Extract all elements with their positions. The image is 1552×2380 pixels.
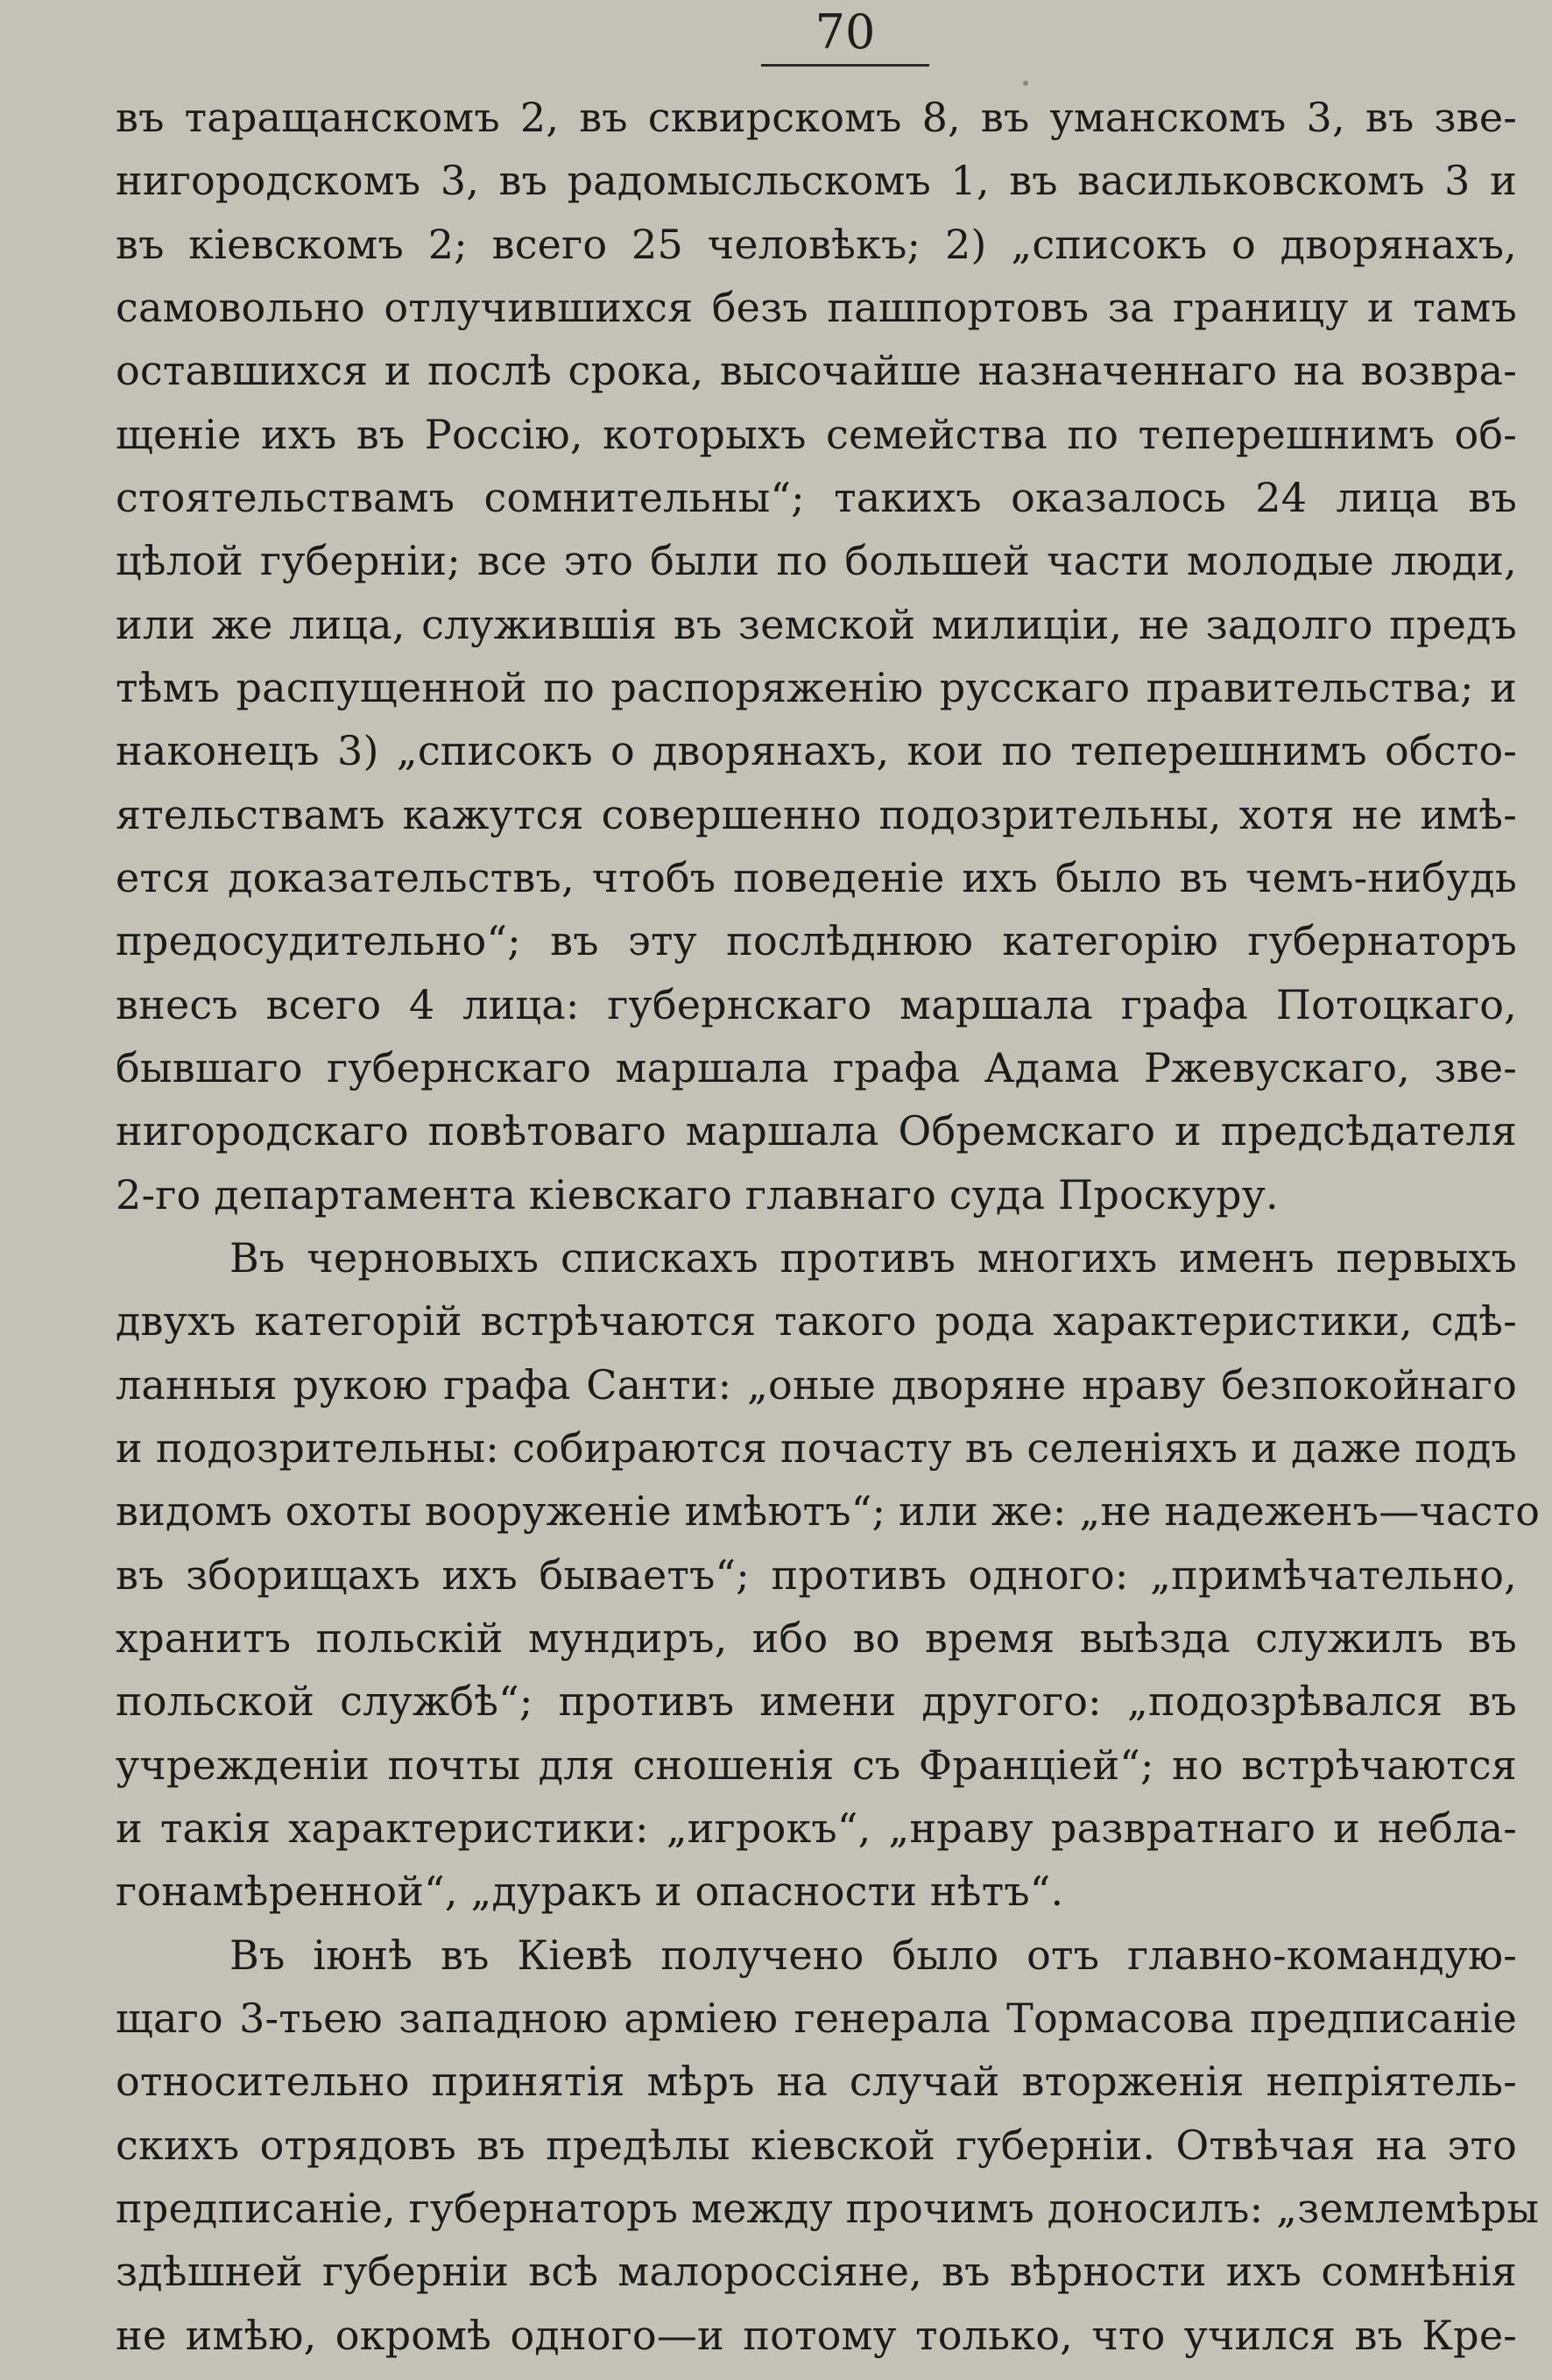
text-line: бывшаго губернскаго маршала графа Адама Ржевускаго, зве- [116,1044,1517,1091]
page-number: 70 [815,4,876,60]
text-line: оставшихся и послѣ срока, высочайше назначеннаго на возвра- [116,347,1517,394]
text-line: хранитъ польскій мундиръ, ибо во время выѣзда служилъ въ [116,1614,1517,1662]
text-line: щеніе ихъ въ Россію, которыхъ семейства по теперешнимъ об- [116,411,1517,458]
text-line: щаго 3-тьею западною арміею генерала Тормасова предписаніе [116,1995,1517,2042]
text-line: предосудительно“; въ эту послѣднюю категорію губернаторъ [116,917,1517,964]
text-line: цѣлой губерніи; все это были по большей части молодые люди, [116,537,1517,584]
text-line: не имѣю, окромѣ одного—и потому только, что учился въ Кре- [116,2312,1517,2359]
text-line: въ кіевскомъ 2; всего 25 человѣкъ; 2) „списокъ о дворянахъ, [116,221,1517,268]
text-line: здѣшней губерніи всѣ малороссіяне, въ вѣрности ихъ сомнѣнія [116,2248,1517,2295]
text-line: скихъ отрядовъ въ предѣлы кіевской губерніи. Отвѣчая на это [116,2122,1517,2169]
text-line: польской службѣ“; противъ имени другого: „подозрѣвался въ [116,1677,1517,1725]
text-line: гонамѣренной“, „дуракъ и опасности нѣтъ“. [116,1868,1064,1915]
text-line: учрежденіи почты для сношенія съ Франціей“; но встрѣчаются [116,1741,1517,1789]
text-line: нигородскаго повѣтоваго маршала Обремскаго и предсѣдателя [116,1107,1517,1155]
text-line: тѣмъ распущенной по распоряженію русскаго правительства; и [116,664,1517,711]
text-line: стоятельствамъ сомнительны“; такихъ оказалось 24 лица въ [116,474,1517,521]
text-line: наконецъ 3) „списокъ о дворянахъ, кои по теперешнимъ обсто- [116,727,1517,774]
text-line: и подозрительны: собираются почасту въ селеніяхъ и даже подъ [116,1424,1517,1472]
text-line: видомъ охоты вооруженіе имѣютъ“; или же: „не надеженъ—часто [116,1487,1541,1535]
text-line: внесъ всего 4 лица: губернскаго маршала графа Потоцкаго, [116,981,1517,1028]
text-line: ятельствамъ кажутся совершенно подозрительны, хотя не имѣ- [116,791,1517,838]
text-line: въ зборищахъ ихъ бываетъ“; противъ одного: „примѣчательно, [116,1551,1517,1599]
text-line: нигородскомъ 3, въ радомысльскомъ 1, въ васильковскомъ 3 и [116,157,1517,204]
text-line: предписаніе, губернаторъ между прочимъ доносилъ: „землемѣры [116,2185,1540,2232]
page-number-rule [761,64,929,67]
text-line: Въ черновыхъ спискахъ противъ многихъ именъ первыхъ [229,1234,1517,1282]
text-line: и такія характеристики: „игрокъ“, „нраву развратнаго и небла- [116,1804,1517,1852]
text-line: 2-го департамента кіевскаго главнаго суда Проскуру. [116,1171,1279,1218]
text-line: ется доказательствъ, чтобъ поведеніе ихъ было въ чемъ-нибудь [116,854,1517,901]
text-line: ланныя рукою графа Санти: „оные дворяне нраву безпокойнаго [116,1361,1517,1409]
text-line: или же лица, служившія въ земской милиціи, не задолго предъ [116,601,1517,648]
text-line: въ таращанскомъ 2, въ сквирскомъ 8, въ уманскомъ 3, въ зве- [116,94,1517,141]
text-line: относительно принятія мѣръ на случай вторженія непріятель- [116,2058,1517,2105]
text-line: самовольно отлучившихся безъ пашпортовъ за границу и тамъ [116,284,1517,331]
text-line: двухъ категорій встрѣчаются такого рода характеристики, сдѣ- [116,1297,1517,1345]
text-line: Въ іюнѣ въ Кіевѣ получено было отъ главно-командую- [229,1932,1517,1979]
